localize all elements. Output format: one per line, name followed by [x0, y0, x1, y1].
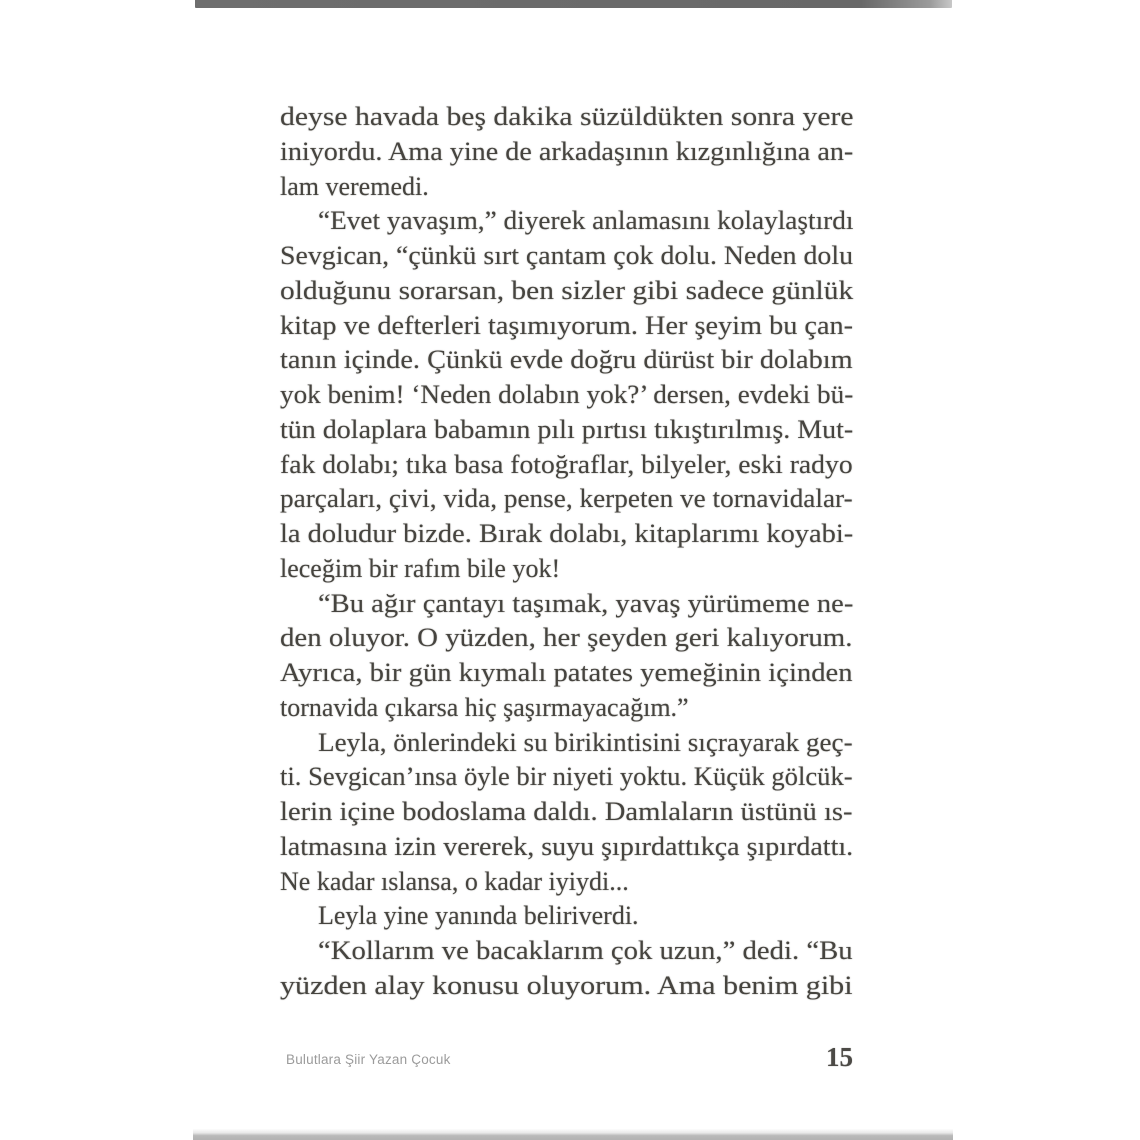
- body-text-block: [280, 100, 853, 1004]
- scan-bottom-edge: [193, 1129, 953, 1140]
- text-line-content: fak dolabı; tıka basa fotoğraflar, bilyeler, eski radyo: [280, 449, 853, 479]
- text-line-content: parçaları, çivi, vida, pense, kerpeten ve tornavidalar-: [280, 484, 853, 514]
- text-line-content: “Bu ağır çantayı taşımak, yavaş yürümeme ne-: [318, 588, 854, 618]
- text-line: [280, 343, 853, 378]
- text-line-content: Leyla, önlerindeki su birikintisini sıçrayarak geç-: [318, 727, 853, 757]
- text-line: [280, 795, 853, 830]
- text-line: [280, 587, 853, 622]
- footer-book-title: Bulutlara Şiir Yazan Çocuk: [286, 1052, 451, 1067]
- text-line-content: ti. Sevgican’ınsa öyle bir niyeti yoktu. Küçük gölcük-: [280, 762, 853, 792]
- text-line: [280, 239, 853, 274]
- text-line: [280, 448, 853, 483]
- scan-top-edge: [195, 0, 952, 8]
- text-line: [280, 274, 853, 309]
- text-line-content: Ne kadar ıslansa, o kadar iyiydi...: [280, 866, 629, 896]
- page-number: 15: [826, 1042, 853, 1072]
- text-line: [280, 482, 853, 517]
- text-line: [280, 760, 853, 795]
- text-line: [280, 378, 853, 413]
- text-line: [280, 621, 853, 656]
- text-line: [280, 204, 853, 239]
- text-line: [280, 170, 853, 205]
- text-line: [280, 656, 853, 691]
- text-line-content: deyse havada beş dakika süzüldükten sonra yere: [280, 102, 854, 131]
- text-line-content: iniyordu. Ama yine de arkadaşının kızgınlığına an-: [280, 136, 854, 166]
- text-line-content: latmasına izin vererek, suyu şıpırdattıkça şıpırdattı.: [280, 831, 854, 861]
- text-line-content: lerin içine bodoslama daldı. Damlaların üstünü ıs-: [280, 797, 853, 826]
- text-line: [280, 865, 853, 900]
- text-line-content: tanın içinde. Çünkü evde doğru dürüst bir dolabım: [280, 345, 853, 375]
- text-line-content: yok benim! ‘Neden dolabın yok?’ dersen, evdeki bü-: [280, 380, 854, 409]
- text-line: [280, 691, 853, 726]
- text-line: [280, 517, 853, 552]
- text-line-content: yüzden alay konusu oluyorum. Ama benim gibi: [280, 970, 853, 1000]
- text-line: [280, 969, 853, 1004]
- text-line: [280, 100, 853, 135]
- text-line-content: tün dolaplara babamın pılı pırtısı tıkıştırılmış. Mut-: [280, 414, 854, 444]
- text-line-content: Ayrıca, bir gün kıymalı patates yemeğinin içinden: [280, 658, 853, 687]
- page-footer: [280, 1042, 853, 1078]
- text-line-content: leceğim bir rafım bile yok!: [280, 553, 561, 583]
- text-line: [280, 413, 853, 448]
- text-line: [280, 726, 853, 761]
- text-line-content: kitap ve defterleri taşımıyorum. Her şeyim bu çan-: [280, 310, 854, 340]
- text-line-content: “Evet yavaşım,” diyerek anlamasını kolaylaştırdı: [318, 206, 854, 236]
- text-line-content: olduğunu sorarsan, ben sizler gibi sadece günlük: [280, 275, 854, 305]
- text-line-content: den oluyor. O yüzden, her şeyden geri kalıyorum.: [280, 623, 853, 653]
- text-line: [280, 552, 853, 587]
- text-line: [280, 135, 853, 170]
- text-line-content: tornavida çıkarsa hiç şaşırmayacağım.”: [280, 692, 689, 722]
- text-line-content: lam veremedi.: [280, 171, 429, 201]
- text-line: [280, 309, 853, 344]
- text-line-content: la doludur bizde. Bırak dolabı, kitaplarımı koyabi-: [280, 519, 854, 548]
- text-line: [280, 899, 853, 934]
- text-line-content: Sevgican, “çünkü sırt çantam çok dolu. Neden dolu: [280, 241, 854, 270]
- text-line-content: Leyla yine yanında beliriverdi.: [318, 901, 639, 931]
- text-line: [280, 934, 853, 969]
- text-line: [280, 830, 853, 865]
- text-line-content: “Kollarım ve bacaklarım çok uzun,” dedi. “Bu: [318, 936, 853, 965]
